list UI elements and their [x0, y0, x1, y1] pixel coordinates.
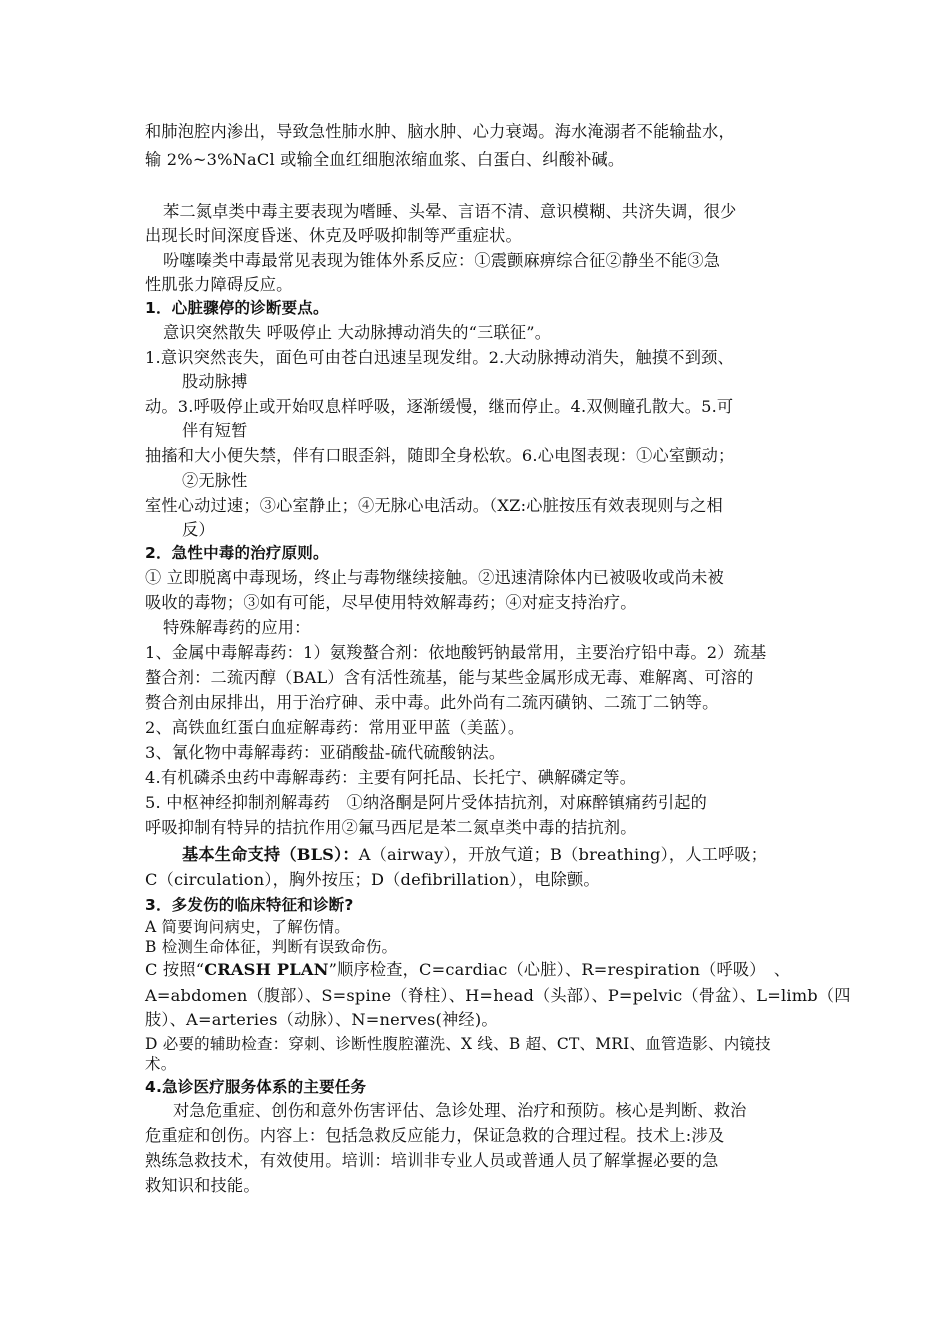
text-line: 吸收的毒物；③如有可能，尽早使用特效解毒药；④对症支持治疗。 [145, 593, 637, 612]
text-line: 和肺泡腔内渗出，导致急性肺水肿、脑水肿、心力衰竭。海水淹溺者不能输盐水， [145, 122, 735, 141]
text-line: 赘合剂由尿排出，用于治疗砷、汞中毒。此外尚有二巯丙磺钠、二巯丁二钠等。 [145, 693, 719, 712]
crash-suffix: ”顺序检查，C=cardiac（心脏）、R=respiration（呼吸） 、 [328, 960, 791, 979]
text-line: 室性心动过速；③心室静止；④无脉心电活动。（XZ:心脏按压有效表现则与之相 [145, 496, 723, 515]
section-heading: 4.急诊医疗服务体系的主要任务 [145, 1078, 367, 1096]
text-line: 肢）、A=arteries（动脉）、N=nerves(神经)。 [145, 1010, 498, 1029]
text-line: 2、高铁血红蛋白血症解毒药：常用亚甲蓝（美蓝）。 [145, 718, 525, 737]
text-line: 苯二氮卓类中毒主要表现为嗜睡、头晕、言语不清、意识模糊、共济失调，很少 [163, 202, 737, 221]
text-line: 意识突然散失 呼吸停止 大动脉搏动消失的“三联征”。 [163, 323, 552, 342]
text-line: 呼吸抑制有特异的拮抗作用②氟马西尼是苯二氮卓类中毒的拮抗剂。 [145, 818, 637, 837]
text-line: 股动脉搏 [182, 372, 248, 391]
text-line: 动。3.呼吸停止或开始叹息样呼吸，逐渐缓慢，继而停止。4.双侧瞳孔散大。5.可 [145, 397, 734, 416]
text-line: D 必要的辅助检查：穿刺、诊断性腹腔灌洗、X 线、B 超、CT、MRI、血管造影、内镜技 [145, 1035, 771, 1053]
text-line: 出现长时间深度昏迷、休克及呼吸抑制等严重症状。 [145, 226, 522, 245]
text-line: 4.有机磷杀虫药中毒解毒药：主要有阿托品、长托宁、碘解磷定等。 [145, 768, 637, 787]
text-line: 5. 中枢神经抑制剂解毒药 ①纳洛酮是阿片受体拮抗剂，对麻醉镇痛药引起的 [145, 793, 707, 812]
text-line: 危重症和创伤。内容上：包括急救反应能力，保证急救的合理过程。技术上:涉及 [145, 1126, 725, 1145]
text-line: 对急危重症、创伤和意外伤害评估、急诊处理、治疗和预防。核心是判断、救治 [173, 1101, 747, 1120]
text-line: 救知识和技能。 [145, 1176, 260, 1195]
text-line: 螯合剂：二巯丙醇（BAL）含有活性巯基，能与某些金属形成无毒、难解离、可溶的 [145, 668, 754, 687]
crash-plan-line [145, 958, 790, 982]
text-line: 1.意识突然丧失，面色可由苍白迅速呈现发绀。2.大动脉搏动消失，触摸不到颈、 [145, 348, 734, 367]
section-heading: 2．急性中毒的治疗原则。 [145, 544, 329, 562]
text-line: 抽搐和大小便失禁，伴有口眼歪斜，随即全身松软。6.心电图表现：①心室颤动； [145, 446, 735, 465]
text-line: 输 2%~3%NaCl 或输全血红细胞浓缩血浆、白蛋白、纠酸补碱。 [145, 150, 625, 169]
bls-text: A（airway），开放气道；B（breathing），人工呼吸； [358, 845, 768, 864]
text-line: 反） [182, 520, 215, 539]
text-line: 吩噻嗪类中毒最常见表现为锥体外系反应：①震颤麻痹综合征②静坐不能③急 [163, 251, 721, 270]
text-line: A 简要询问病史，了解伤情。 [145, 918, 350, 936]
text-line: ① 立即脱离中毒现场，终止与毒物继续接触。②迅速清除体内已被吸收或尚未被 [145, 568, 724, 587]
text-line: 3、氰化物中毒解毒药：亚硝酸盐-硫代硫酸钠法。 [145, 743, 506, 762]
crash-plan-term: CRASH PLAN [204, 960, 329, 979]
text-line: 术。 [145, 1055, 177, 1073]
text-line: A=abdomen（腹部）、S=spine（脊柱）、H=head（头部）、P=pelvic（骨盆）、L=limb（四 [145, 986, 851, 1005]
text-line: 性肌张力障碍反应。 [145, 275, 293, 294]
bls-heading: 基本生命支持（BLS）： [182, 845, 359, 864]
text-line: 伴有短暂 [182, 421, 248, 440]
text-line: 特殊解毒药的应用： [163, 618, 311, 637]
text-line: ②无脉性 [182, 471, 248, 490]
text-line: B 检测生命体征，判断有误致命伤。 [145, 938, 398, 956]
text-line: 熟练急救技术，有效使用。培训：培训非专业人员或普通人员了解掌握必要的急 [145, 1151, 719, 1170]
crash-prefix: C 按照“ [145, 960, 205, 979]
text-line: C（circulation），胸外按压；D（defibrillation），电除颤。 [145, 870, 600, 889]
bls-line [182, 843, 767, 867]
section-heading: 1．心脏骤停的诊断要点。 [145, 299, 329, 317]
section-heading: 3．多发伤的临床特征和诊断? [145, 896, 354, 914]
text-line: 1、金属中毒解毒药：1）氨羧螯合剂：依地酸钙钠最常用，主要治疗铅中毒。2）巯基 [145, 643, 767, 662]
